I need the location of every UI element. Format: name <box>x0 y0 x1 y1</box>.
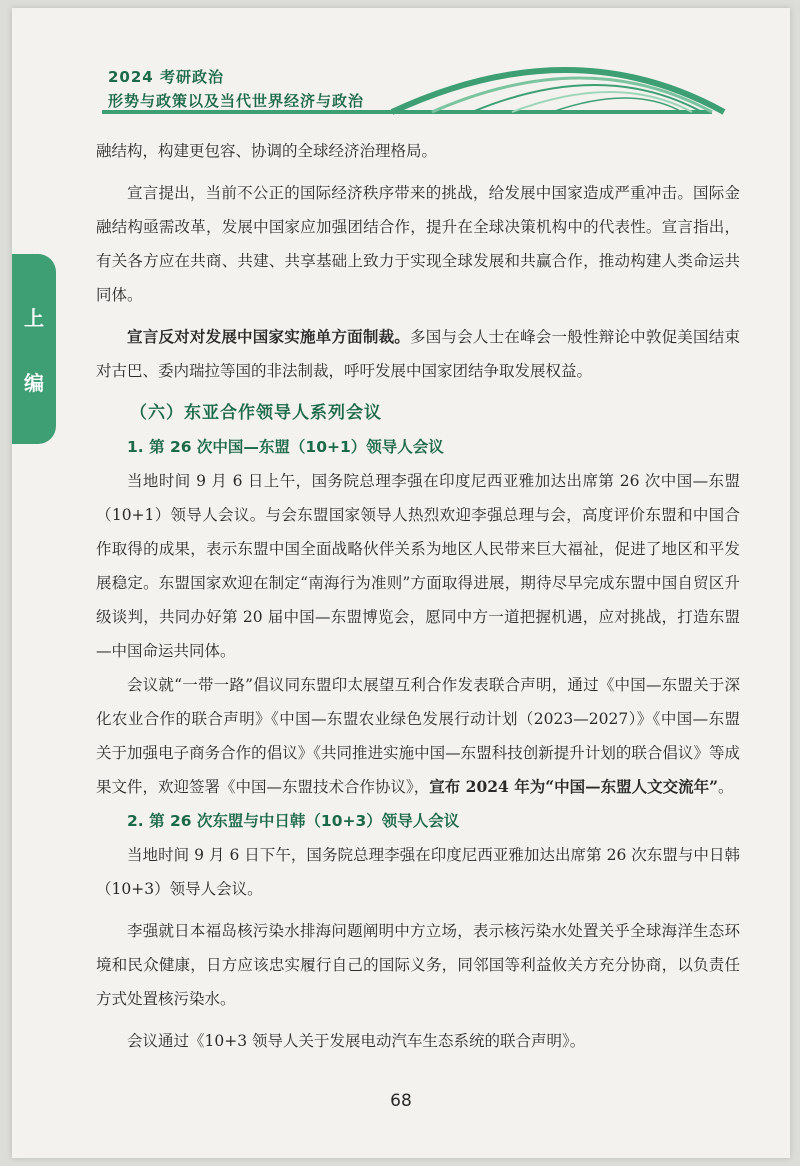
paragraph-2: 宣言提出，当前不公正的国际经济秩序带来的挑战，给发展中国家造成严重冲击。国际金融结构亟需改革，发展中国家应加强团结合作，提升在全球决策机构中的代表性。宣言指出，有关各方应在共商、共建、共享基础上致力于实现全球发展和共赢合作，推动构建人类命运共同体。 <box>96 184 740 304</box>
section-heading: （六）东亚合作领导人系列会议 <box>130 403 382 423</box>
paragraph-1: 融结构，构建更包容、协调的全球经济治理格局。 <box>96 142 438 160</box>
paragraph-6: 当地时间 9 月 6 日下午，国务院总理李强在印度尼西亚雅加达出席第 26 次东盟与中日韩（10+3）领导人会议。 <box>96 846 740 898</box>
paragraph-5 <box>96 668 740 804</box>
book-page <box>12 8 790 1158</box>
side-tab-char-1: 上 <box>24 306 44 330</box>
paragraph-5-end: 。 <box>718 778 734 796</box>
book-title: 2024 考研政治 <box>108 68 224 86</box>
page-number: 68 <box>390 1091 412 1111</box>
paragraph-3 <box>96 320 740 388</box>
paragraph-8: 会议通过《10+3 领导人关于发展电动汽车生态系统的联合声明》。 <box>127 1032 586 1050</box>
paragraph-7: 李强就日本福岛核污染水排海问题阐明中方立场，表示核污染水处置关乎全球海洋生态环境和民众健康，日方应该忠实履行自己的国际义务，同邻国等利益攸关方充分协商，以负责任方式处置核污染水。 <box>96 922 740 1008</box>
subsection-heading-2: 2. 第 26 次东盟与中日韩（10+3）领导人会议 <box>127 812 460 830</box>
page-header <box>12 8 790 128</box>
volume-side-tab <box>12 254 56 444</box>
paragraph-5-text: 会议就“一带一路”倡议同东盟印太展望互利合作发表联合声明，通过《中国—东盟关于深化农业合作的联合声明》《中国—东盟农业绿色发展行动计划（2023—2027）》《中国—东盟关于加强电子商务合作的倡议》《共同推进实施中国—东盟科技创新提升计划的联合倡议》等成果文件，欢迎签署《中国—东盟技术合作协议》， <box>96 676 740 796</box>
paragraph-4: 当地时间 9 月 6 日上午，国务院总理李强在印度尼西亚雅加达出席第 26 次中国—东盟（10+1）领导人会议。与会东盟国家领导人热烈欢迎李强总理与会，高度评价东盟和中国合作取得的成果，表示东盟中国全面战略伙伴关系为地区人民带来巨大福祉，促进了地区和平发展稳定。东盟国家欢迎在制定“南海行为准则”方面取得进展，期待尽早完成东盟中国自贸区升级谈判，共同办好第 20 届中国—东盟博览会，愿同中方一道把握机遇，应对挑战，打造东盟—中国命运共同体。 <box>96 472 740 660</box>
book-subtitle: 形势与政策以及当代世界经济与政治 <box>108 92 365 110</box>
paragraph-5-bold: 宣布 2024 年为“中国—东盟人文交流年” <box>429 777 719 796</box>
page-body <box>96 134 740 1058</box>
subsection-heading-1: 1. 第 26 次中国—东盟（10+1）领导人会议 <box>127 438 444 456</box>
paragraph-3-rest: 多国与会人士在峰会一般性辩论中敦促美国结束对古巴、委内瑞拉等国的非法制裁，呼吁发展中国家团结争取发展权益。 <box>96 328 740 380</box>
paragraph-3-bold: 宣言反对对发展中国家实施单方面制裁。 <box>127 327 411 346</box>
side-tab-char-2: 编 <box>24 371 44 395</box>
